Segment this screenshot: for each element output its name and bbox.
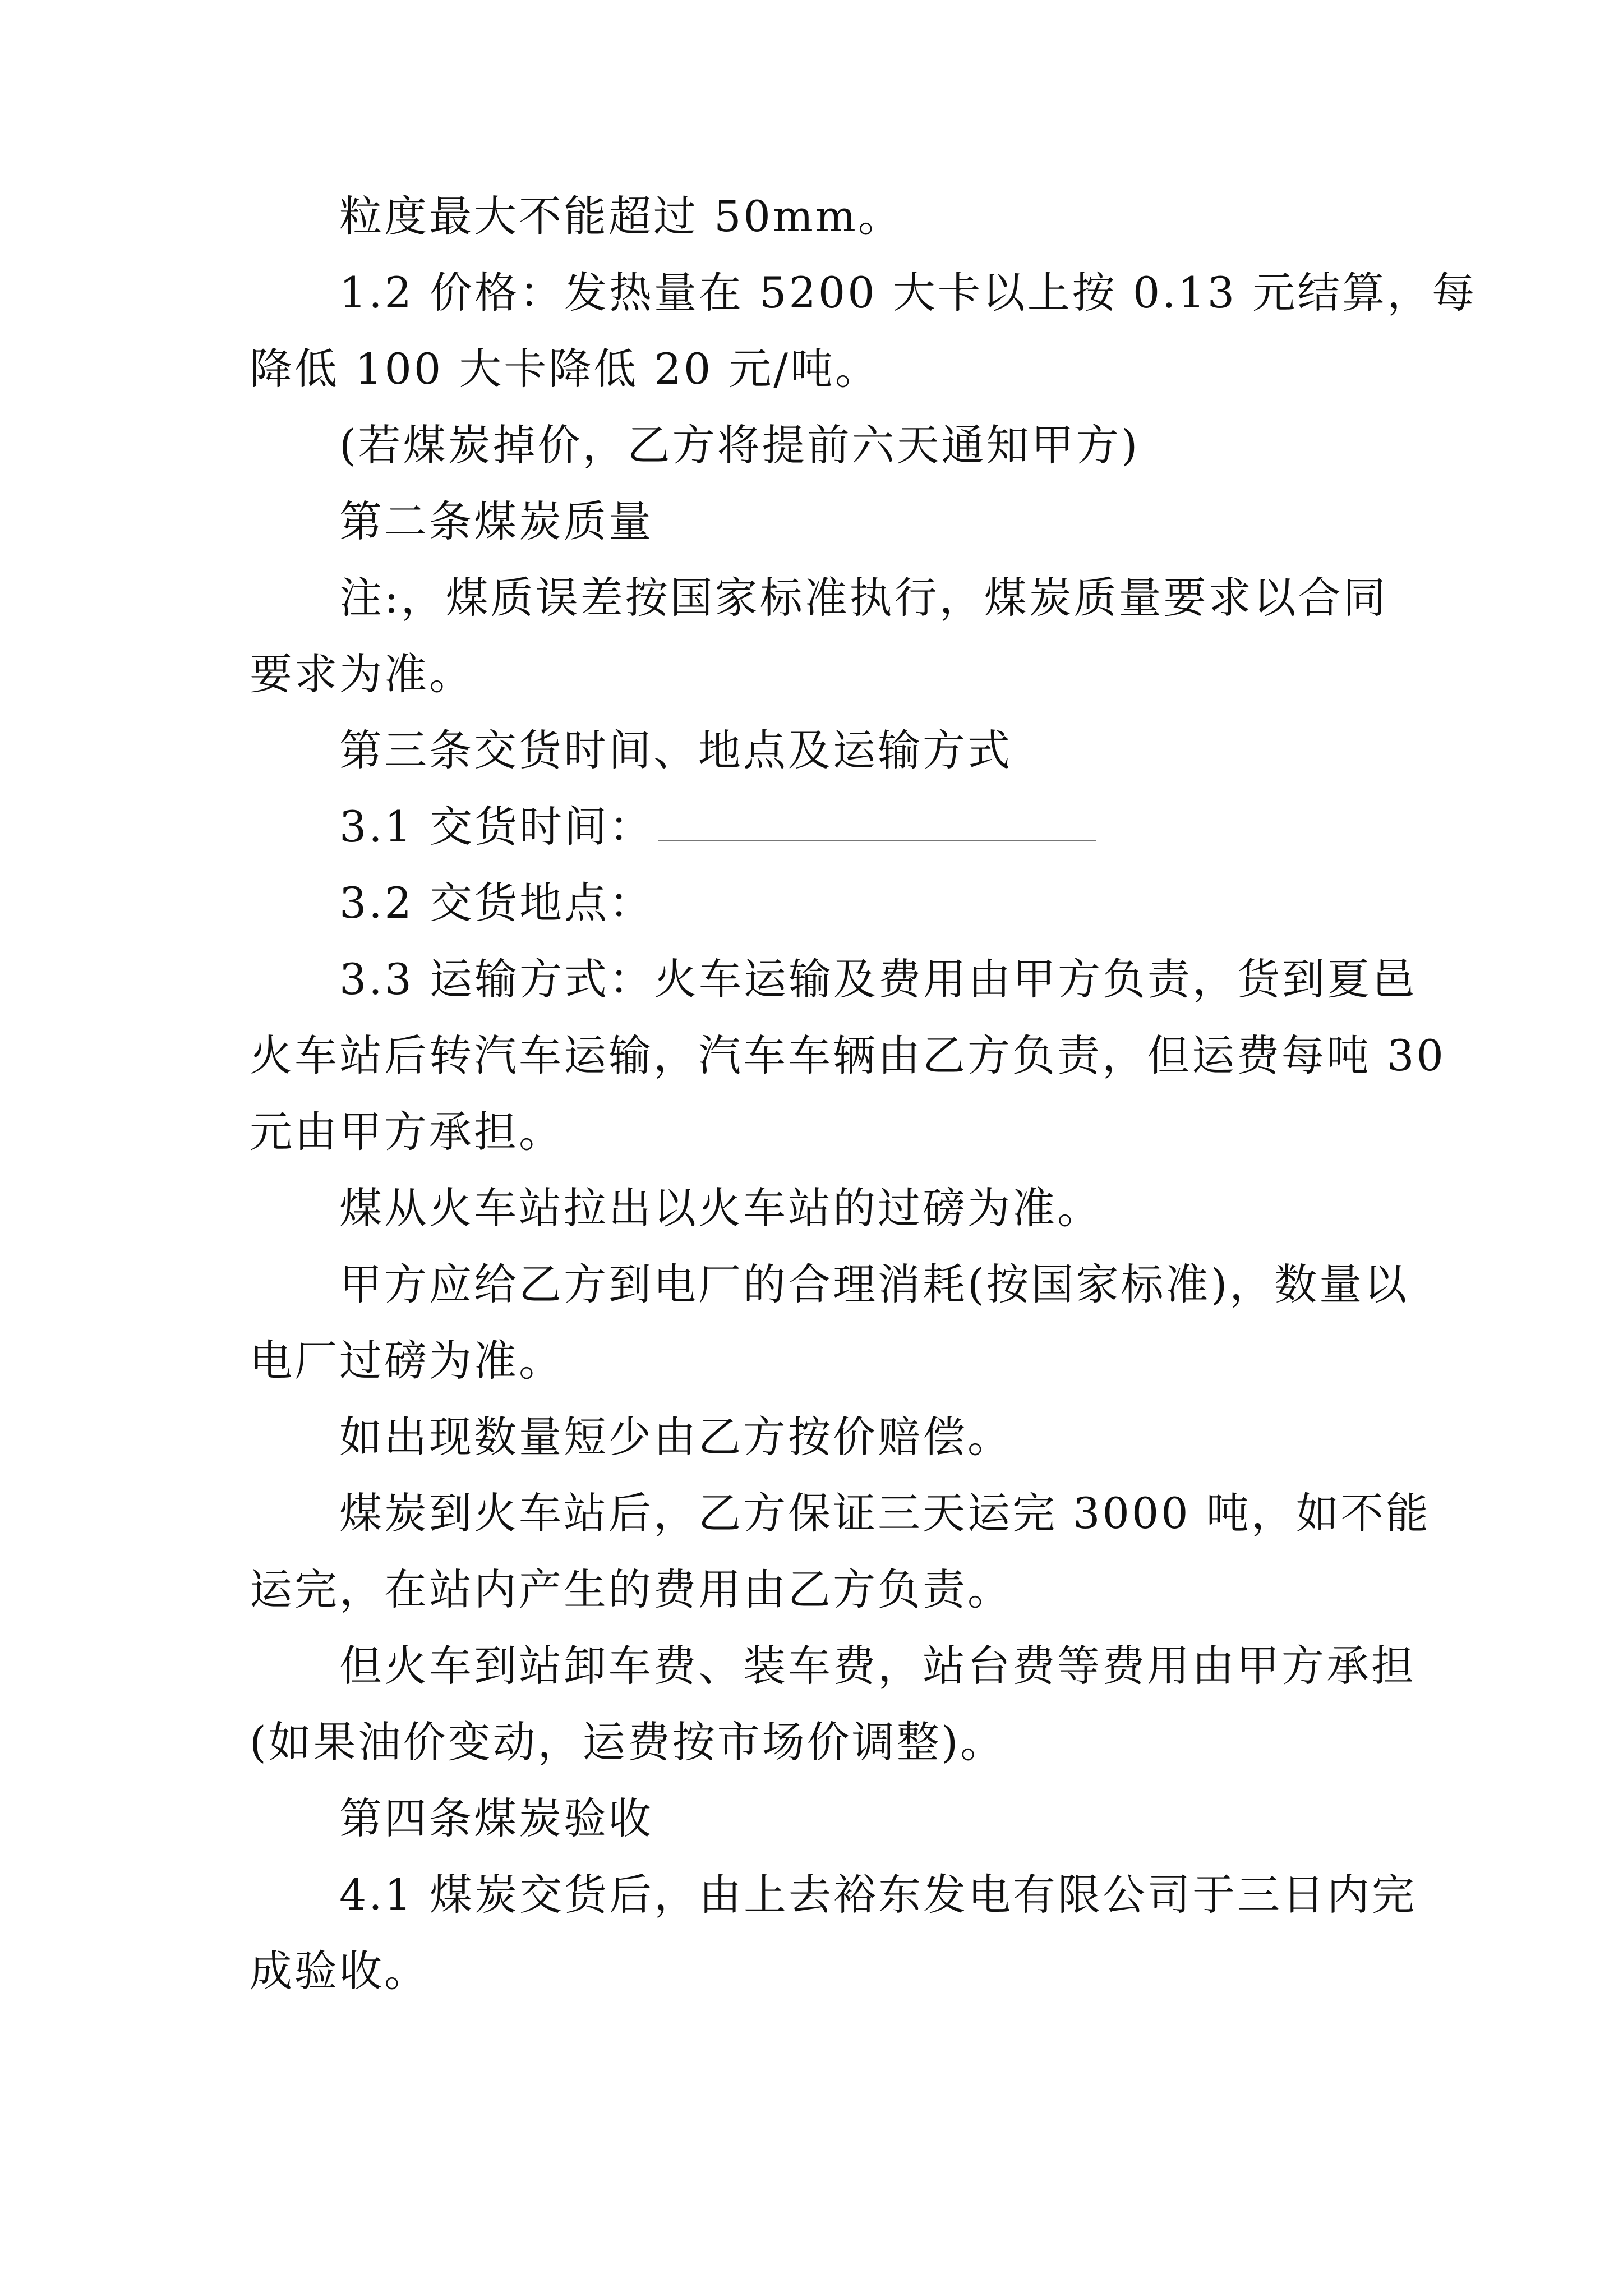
consumption-line: 甲方应给乙方到电厂的合理消耗(按国家标准)，数量以	[339, 1259, 1409, 1309]
station-line: 煤炭到火车站后，乙方保证三天运完 3000 吨，如不能	[339, 1488, 1431, 1538]
delivery-time-line	[250, 789, 1382, 865]
document-body	[250, 178, 1477, 2009]
delivery-time-label: 3.1 交货时间：	[339, 802, 654, 852]
quality-note-continuation: 要求为准。	[250, 649, 474, 699]
delivery-time-blank	[658, 800, 1096, 841]
article-4-heading: 第四条煤炭验收	[339, 1793, 653, 1843]
transport-clause-end: 元由甲方承担。	[250, 1107, 564, 1157]
transport-clause-line: 3.3 运输方式：火车运输及费用由甲方负责，货到夏邑	[339, 954, 1417, 1004]
price-clause-continuation: 降低 100 大卡降低 20 元/吨。	[250, 344, 880, 394]
article-2-heading: 第二条煤炭质量	[339, 496, 653, 546]
paragraph-line: 粒度最大不能超过 50mm。	[339, 191, 903, 241]
consumption-continuation: 电厂过磅为准。	[250, 1336, 564, 1386]
price-clause-line: 1.2 价格：发热量在 5200 大卡以上按 0.13 元结算，每	[339, 268, 1477, 318]
price-note-line: (若煤炭掉价，乙方将提前六天通知甲方)	[339, 420, 1140, 470]
quality-note-line: 注:，煤质误差按国家标准执行，煤炭质量要求以合同	[339, 573, 1388, 623]
acceptance-continuation: 成验收。	[250, 1946, 429, 1996]
fees-line: 但火车到站卸车费、装车费，站台费等费用由甲方承担	[339, 1641, 1416, 1691]
fees-continuation: (如果油价变动，运费按市场价调整)。	[250, 1717, 1006, 1767]
transport-clause-continuation: 火车站后转汽车运输，汽车车辆由乙方负责，但运费每吨 30	[250, 1030, 1446, 1080]
shortage-line: 如出现数量短少由乙方按价赔偿。	[339, 1412, 1012, 1462]
delivery-place-line: 3.2 交货地点：	[339, 878, 654, 928]
acceptance-line: 4.1 煤炭交货后，由上去裕东发电有限公司于三日内完	[339, 1870, 1417, 1920]
weighing-line: 煤从火车站拉出以火车站的过磅为准。	[339, 1183, 1102, 1233]
article-3-heading: 第三条交货时间、地点及运输方式	[339, 725, 1012, 775]
station-continuation: 运完，在站内产生的费用由乙方负责。	[250, 1565, 1012, 1614]
